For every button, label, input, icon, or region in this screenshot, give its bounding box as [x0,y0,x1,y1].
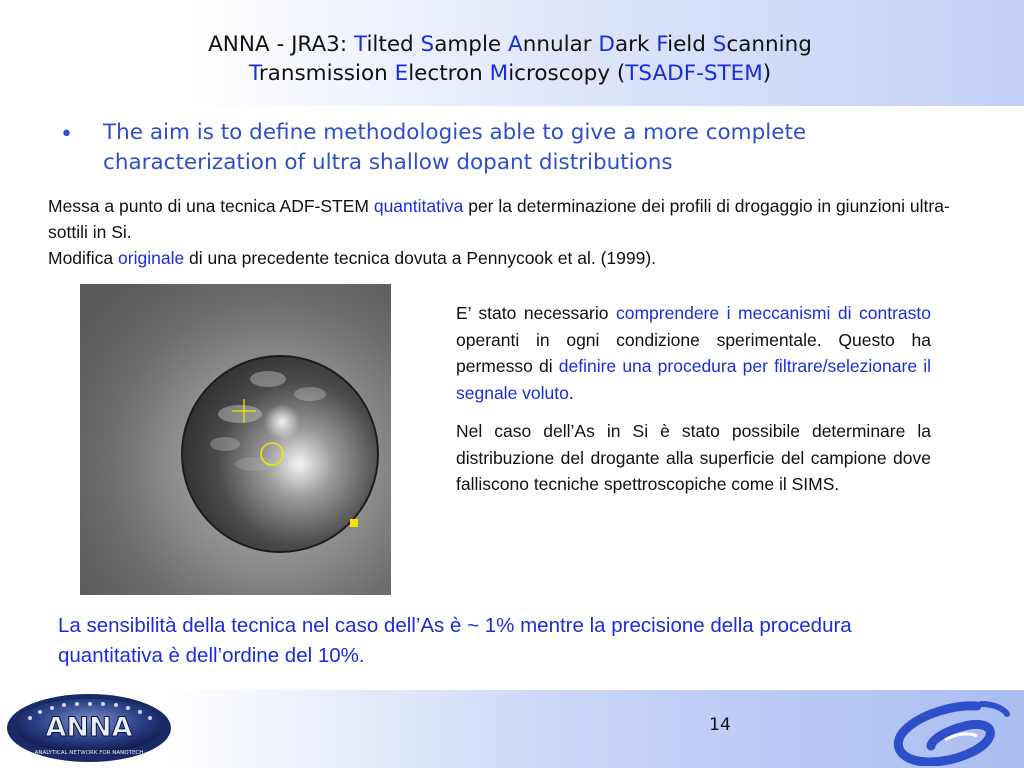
title-initial: TSADF-STEM [625,61,763,86]
explanation-text: operanti in ogni condizione sperimentale. Questo ha permesso di [456,329,931,376]
title-initial: S [712,32,727,57]
title-text: nnular [522,32,599,57]
bullet-text: The aim is to define methodologies able to give a more complete characterization of ultra shallow dopant distributions [103,120,807,175]
slide-title [70,30,950,88]
title-initial: E [394,61,409,86]
explanation-highlight: definire una procedura per filtrare/selezionare il segnale voluto [456,356,931,403]
intro-line-1 [48,193,968,245]
title-initial: A [508,32,523,57]
intro-text: Modifica [48,248,119,268]
title-text: ANNA - JRA3: [208,32,354,57]
explanation-column [456,300,931,510]
explanation-text: . [568,382,574,403]
title-text: lectron [408,61,490,86]
title-text: ) [762,61,772,86]
title-initial: D [598,32,615,57]
title-text: ield [667,32,713,57]
title-text: ilted [366,32,421,57]
intro-text: di una precedente tecnica dovuta a Pennycook et al. (1999). [184,248,657,268]
intro-line-2 [48,245,968,271]
explanation-text: E’ stato necessario [456,303,616,323]
intro-highlight: originale [118,248,185,268]
explanation-highlight: comprendere i meccanismi di contrasto [616,303,931,323]
intro-highlight: quantitativa [373,196,464,216]
title-initial: S [420,32,435,57]
title-text: icroscopy ( [508,61,626,86]
anna-logo-icon [4,692,174,764]
title-initial: T [353,32,367,57]
title-text: ark [614,32,657,57]
svg-text:ANNA: ANNA [45,712,133,743]
title-initial: F [656,32,668,57]
title-initial: T [248,61,259,86]
explanation-paragraph-2: Nel caso dell’As in Si è stato possibile determinare la distribuzione del drogante alla superficie del campione dove falliscono tecniche spettroscopiche come il SIMS. [456,421,931,494]
page-number: 14 [709,715,731,735]
title-text: ample [434,32,508,57]
intro-paragraph [48,193,968,271]
intro-text: Messa a punto di una tecnica ADF-STEM [48,196,374,216]
title-text: canning [726,32,812,57]
explanation-paragraph-1 [456,300,931,406]
summary-statement: La sensibilità della tecnica nel caso dell’As è ~ 1% mentre la precisione della procedura quantitativa è dell’ordine del 10%. [58,614,852,667]
title-initial: M [489,61,509,86]
stem-micrograph-image [80,284,391,595]
bullet-icon: • [60,122,73,147]
intro-text: per la determinazione dei profili di drogaggio in giunzioni ultra-sottili in Si. [48,196,950,242]
title-text: ransmission [258,61,395,86]
svg-text:ANALYTICAL NETWORK FOR NANOTEC: ANALYTICAL NETWORK FOR NANOTECH [34,750,144,756]
fp6-logo-icon [885,700,1015,766]
